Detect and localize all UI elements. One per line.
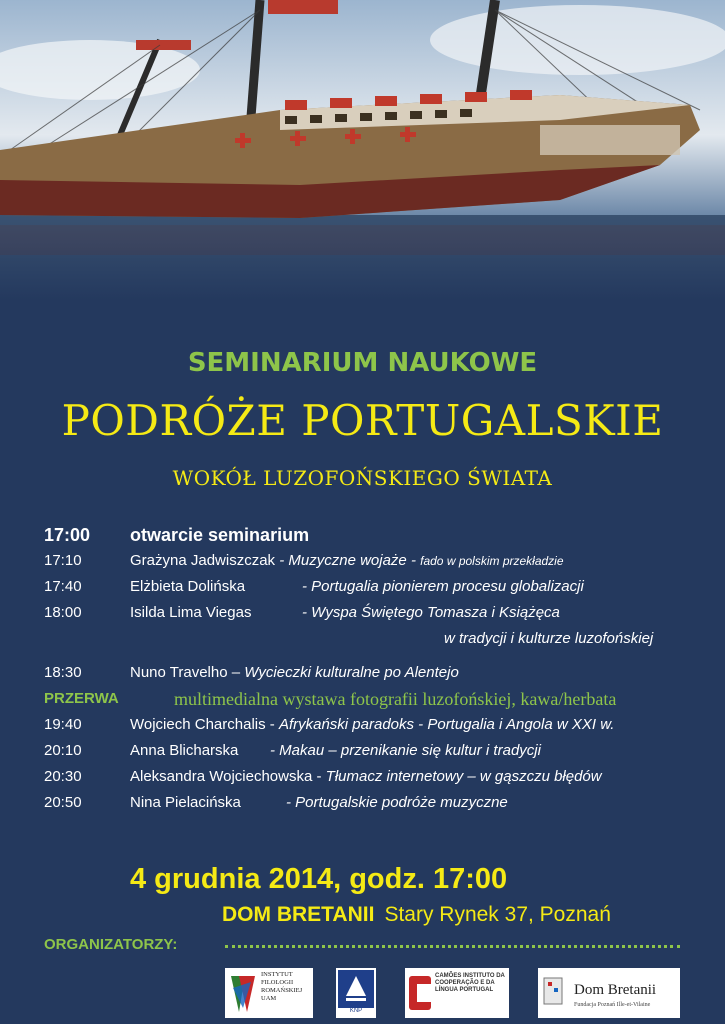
program-text: otwarcie seminarium (130, 525, 310, 545)
program-row (44, 764, 704, 790)
dom-bretanii-logo (538, 968, 680, 1018)
program-row (44, 660, 704, 686)
program-speaker: Nuno Travelho – (130, 664, 241, 681)
program-speaker: Wojciech Charchalis - (130, 716, 275, 733)
program-speaker: Elżbieta Dolińska (130, 578, 246, 595)
program-time: 20:10 (44, 742, 82, 759)
event-venue (222, 903, 611, 927)
logo-subtext: Fundacja Poznań Ille-et-Vilaine (574, 1002, 651, 1008)
program-row (44, 738, 704, 764)
program-row (44, 574, 704, 600)
program-row (44, 790, 704, 816)
program-title: Wycieczki kulturalne po Alentejo (244, 664, 459, 681)
dom-bretanii-emblem-icon (538, 968, 568, 1018)
program-note: fado w polskim przekładzie (420, 554, 564, 568)
program-row (44, 600, 704, 626)
logo-text: CAMÕES INSTITUTO DA COOPERAÇÃO E DA LÍNGUA PORTUGAL (435, 973, 505, 993)
camoes-emblem-icon (405, 968, 435, 1018)
program-row-break (44, 686, 704, 712)
program-title: - Makau – przenikanie się kultur i tradycji (270, 742, 541, 759)
break-label: PRZERWA (44, 690, 119, 707)
instytut-filologii-romanskiej-logo (225, 968, 313, 1018)
program-speaker: Grażyna Jadwiszczak (130, 552, 276, 569)
ship-photo (0, 0, 725, 300)
program-time: 20:30 (44, 768, 82, 785)
program-time: 17:00 (44, 525, 91, 545)
program-title: Afrykański paradoks - Portugalia i Angola w XXI w. (278, 716, 615, 733)
venue-name: DOM BRETANII (222, 903, 375, 926)
dotted-divider (225, 945, 680, 948)
program-title-continuation: w tradycji i kulturze luzofońskiej (444, 630, 654, 647)
program-row (44, 522, 704, 548)
program-title: - Muzyczne wojaże - (279, 552, 416, 569)
program-time: 18:00 (44, 604, 82, 621)
camoes-logo (405, 968, 509, 1018)
program-speaker: Isilda Lima Viegas (130, 604, 252, 621)
program-title: Tłumacz internetowy – w gąszczu błędów (325, 768, 602, 785)
knp-logo (336, 968, 376, 1018)
program-title: - Portugalskie podróże muzyczne (286, 794, 508, 811)
break-text: multimedialna wystawa fotografii luzofońskiej, kawa/herbata (174, 689, 617, 709)
logo-text: INSTYTUT FILOLOGII ROMAŃSKIEJ UAM (261, 971, 303, 1002)
event-date: 4 grudnia 2014, godz. 17:00 (130, 863, 508, 895)
program-row (44, 712, 704, 738)
page-title: PODRÓŻE PORTUGALSKIE (61, 396, 664, 445)
logo-text: Dom Bretanii (574, 982, 657, 998)
program-title: - Portugalia pionierem procesu globalizacji (302, 578, 584, 595)
program-time: 17:40 (44, 578, 82, 595)
page-subtitle: WOKÓŁ LUZOFOŃSKIEGO ŚWIATA (172, 466, 553, 490)
logo-text: KNP (349, 1008, 363, 1014)
program-list (44, 522, 704, 816)
program-row (44, 548, 704, 574)
seminar-type: SEMINARIUM NAUKOWE (187, 348, 538, 378)
program-time: 20:50 (44, 794, 82, 811)
program-speaker: Aleksandra Wojciechowska - (130, 768, 322, 785)
program-time: 19:40 (44, 716, 82, 733)
venue-address: Stary Rynek 37, Poznań (384, 903, 611, 926)
program-speaker: Nina Pielacińska (130, 794, 241, 811)
organizers-label: ORGANIZATORZY: (44, 936, 178, 953)
program-time: 18:30 (44, 664, 82, 681)
program-row-continuation (44, 626, 704, 652)
program-title: - Wyspa Świętego Tomasza i Książęca (302, 604, 560, 621)
program-time: 17:10 (44, 552, 82, 569)
program-speaker: Anna Blicharska (130, 742, 239, 759)
